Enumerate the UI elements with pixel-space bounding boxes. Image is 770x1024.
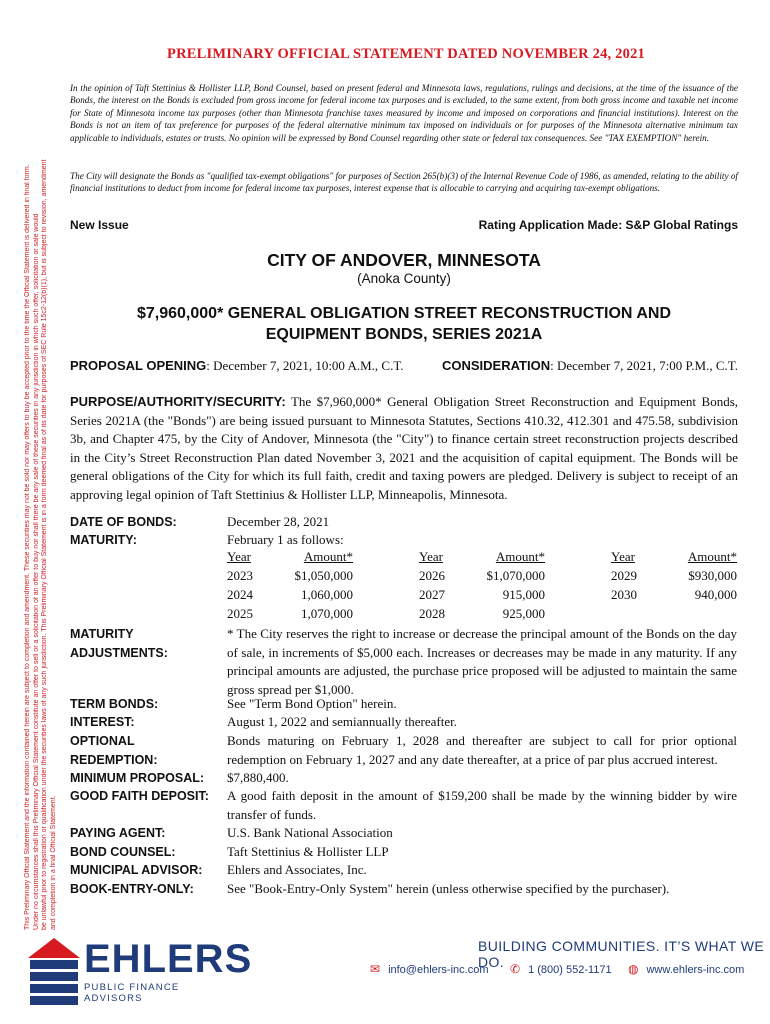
- term-label: MATURITY:: [70, 533, 137, 547]
- bond-title-line-1: $7,960,000* GENERAL OBLIGATION STREET RECONSTRUCTION AND: [136, 305, 671, 322]
- table-cell: $1,070,000: [486, 568, 545, 583]
- term-label: MINIMUM PROPOSAL:: [70, 771, 205, 785]
- proposal-opening-label: PROPOSAL OPENING: [70, 358, 207, 373]
- bond-title-line-2: EQUIPMENT BONDS, SERIES 2021A: [265, 326, 543, 343]
- term-value: $7,880,400.: [227, 770, 289, 785]
- preliminary-banner: PRELIMINARY OFFICIAL STATEMENT DATED NOVEMBER 24, 2021: [167, 46, 645, 62]
- side-disclaimer-line: This Preliminary Official Statement and the information contained herein are subject to completion and amendment. These securities may not be sold nor may offers to buy be accepted prior to the time the Official Statement is delivered in final form.: [24, 164, 31, 930]
- table-row: [227, 604, 737, 623]
- term-value: Ehlers and Associates, Inc.: [227, 862, 367, 877]
- phone-text: 1 (800) 552-1171: [528, 964, 612, 976]
- term-label: BOND COUNSEL:: [70, 845, 176, 859]
- column-header: Year: [611, 549, 635, 564]
- term-value: Bonds maturing on February 1, 2028 and thereafter are subject to call for prior optional redemption on February 1, 2027 and any date thereafter, at a price of par plus accrued interest.: [227, 733, 737, 767]
- table-cell: [611, 604, 669, 623]
- column-header: Year: [419, 549, 443, 564]
- term-value: December 28, 2021: [227, 514, 330, 529]
- column-header: Amount*: [303, 549, 353, 564]
- purpose-label: PURPOSE/AUTHORITY/SECURITY:: [70, 394, 286, 409]
- term-label: BOOK-ENTRY-ONLY:: [70, 882, 194, 896]
- column-header: Amount*: [495, 549, 545, 564]
- side-disclaimer-line: Under no circumstances shall this Preliminary Official Statement constitute an offer to sell or a solicitation of an offer to buy nor shall there be any sale of these securities in any jurisdiction in which such offer, solicitation or sale would: [32, 213, 40, 930]
- term-label: INTEREST:: [70, 715, 135, 729]
- table-cell: $1,050,000: [294, 568, 353, 583]
- maturity-schedule-table: [227, 547, 737, 623]
- qualified-obligations-paragraph: The City will designate the Bonds as "qualified tax-exempt obligations" for purposes of Section 265(b)(3) of the Internal Revenue Code of 1986, as amended, relating to the ability of financial institutions to deduct from income for federal income tax purposes, interest expense that is allocable to carrying and acquiring tax-exempt obligations.: [70, 171, 738, 194]
- term-value: Taft Stettinius & Hollister LLP: [227, 844, 389, 859]
- term-label-line: MATURITY: [70, 627, 134, 641]
- table-cell: 925,000: [502, 606, 545, 621]
- footer-website[interactable]: [628, 962, 744, 976]
- term-value: See "Book-Entry-Only System" herein (unless otherwise specified by the purchaser).: [227, 881, 670, 896]
- term-label-line: ADJUSTMENTS:: [70, 645, 168, 660]
- table-cell: 2029: [611, 568, 637, 583]
- term-label: MUNICIPAL ADVISOR:: [70, 863, 203, 877]
- city-title: CITY OF ANDOVER, MINNESOTA: [267, 250, 541, 270]
- table-cell: 2027: [419, 587, 445, 602]
- logo-wordmark: EHLERS: [84, 937, 253, 981]
- column-header: Amount*: [687, 549, 737, 564]
- table-cell: 2023: [227, 568, 253, 583]
- new-issue-label: New Issue: [70, 218, 129, 232]
- ehlers-house-icon: [26, 936, 82, 1008]
- purpose-text: The $7,960,000* General Obligation Street Reconstruction and Equipment Bonds, Series 2021A (the "Bonds") are being issued pursuant to Minnesota Statutes, Sections 410.32, 412.301 and 475.58, subdivision 3b, and Chapter 475, by the City of Andover, Minnesota (the "City") to finance certain street reconstruction projects described in the City’s Street Reconstruction Plan dated November 3, 2021 and the acquisition of capital equipment. The Bonds will be general obligations of the City for which its full faith, credit and taxing powers are pledged. Delivery is subject to receipt of an approving legal opinion of Taft Stettinius & Hollister LLP, Minneapolis, Minnesota.: [70, 394, 738, 502]
- rating-label: Rating Application Made: S&P Global Ratings: [478, 218, 738, 232]
- side-disclaimer: [24, 58, 72, 930]
- bond-title: [70, 303, 738, 345]
- purpose-paragraph: [70, 393, 738, 504]
- table-cell: 915,000: [502, 587, 545, 602]
- proposal-row: [70, 358, 738, 374]
- term-value: See "Term Bond Option" herein.: [227, 696, 397, 711]
- tax-opinion-paragraph: In the opinion of Taft Stettinius & Hollister LLP, Bond Counsel, based on present federal and Minnesota laws, regulations, rulings and decisions, at the time of the issuance of the Bonds, the interest on the Bonds is excluded from gross income for federal income tax purposes and is excluded, to the same extent, from both gross income and taxable net income for State of Minnesota income tax purposes (other than Minnesota franchise taxes measured by income and imposed on corporations and financial institutions). Interest on the Bonds is not an item of tax preference for purposes of the federal alternative minimum tax imposed on individuals or for purposes of the Minnesota alternative minimum tax applicable to individuals, estates or trusts. No opinion will be expressed by Bond Counsel regarding other state or federal tax consequences. See "TAX EXEMPTION" herein.: [70, 83, 738, 143]
- phone-icon: ✆: [510, 962, 521, 976]
- logo-subtitle: PUBLIC FINANCE ADVISORS: [84, 982, 180, 1004]
- term-value: U.S. Bank National Association: [227, 825, 393, 840]
- term-value: * The City reserves the right to increase or decrease the principal amount of the Bonds on the day of sale, in increments of $5,000 each. Increases or decreases may be made in any maturity. If any principal amounts are adjusted, the purchase price proposed will be adjusted to maintain the same gross spread per $1,000.: [227, 626, 737, 697]
- column-header: Year: [227, 549, 251, 564]
- term-label: TERM BONDS:: [70, 697, 159, 711]
- table-row: [227, 585, 737, 604]
- envelope-icon: ✉: [370, 962, 381, 976]
- term-label: DATE OF BONDS:: [70, 515, 177, 529]
- ehlers-logo: [26, 936, 253, 1016]
- table-cell: 1,060,000: [301, 587, 353, 602]
- term-label: [70, 625, 168, 662]
- issue-row: [70, 218, 738, 232]
- table-cell: 2028: [419, 606, 445, 621]
- table-cell: 2025: [227, 606, 253, 621]
- term-value: August 1, 2022 and semiannually thereafter.: [227, 714, 457, 729]
- term-label: [70, 732, 158, 769]
- term-label: GOOD FAITH DEPOSIT:: [70, 789, 209, 803]
- consideration-value: : December 7, 2021, 7:00 P.M., C.T.: [550, 358, 738, 373]
- term-value: A good faith deposit in the amount of $159,200 shall be made by the winning bidder by wire transfer of funds.: [227, 788, 737, 822]
- globe-icon: ◍: [628, 962, 639, 976]
- table-cell: 940,000: [694, 587, 737, 602]
- term-label: PAYING AGENT:: [70, 826, 166, 840]
- term-label-line: REDEMPTION:: [70, 752, 158, 767]
- email-text: info@ehlers-inc.com: [388, 964, 489, 976]
- consideration-label: CONSIDERATION: [442, 358, 551, 373]
- footer-phone[interactable]: [510, 962, 612, 976]
- table-cell: $930,000: [688, 568, 737, 583]
- footer-tagline: BUILDING COMMUNITIES. IT’S WHAT WE DO.: [478, 938, 765, 970]
- side-disclaimer-line: and completion in a final Official Statement.: [49, 795, 57, 930]
- footer-email[interactable]: [370, 962, 489, 976]
- table-cell: 2024: [227, 587, 253, 602]
- table-cell: [669, 604, 737, 623]
- table-header-row: [227, 547, 737, 566]
- side-disclaimer-line: be unlawful prior to registration or qualification under the securities laws of any such jurisdiction. This Preliminary Official Statement is in a form deemed final as of its date for purposes of SEC Rule 15c2-12(b)(1), but is subject to revision, amendment: [41, 159, 49, 930]
- proposal-opening-value: : December 7, 2021, 10:00 A.M., C.T.: [206, 358, 404, 373]
- term-label-line: OPTIONAL: [70, 734, 135, 748]
- website-text: www.ehlers-inc.com: [646, 964, 745, 976]
- table-row: [227, 566, 737, 585]
- term-value: February 1 as follows:: [227, 532, 344, 547]
- table-cell: 2026: [419, 568, 445, 583]
- table-cell: 1,070,000: [301, 606, 353, 621]
- county-subtitle: (Anoka County): [357, 271, 451, 286]
- table-cell: 2030: [611, 587, 637, 602]
